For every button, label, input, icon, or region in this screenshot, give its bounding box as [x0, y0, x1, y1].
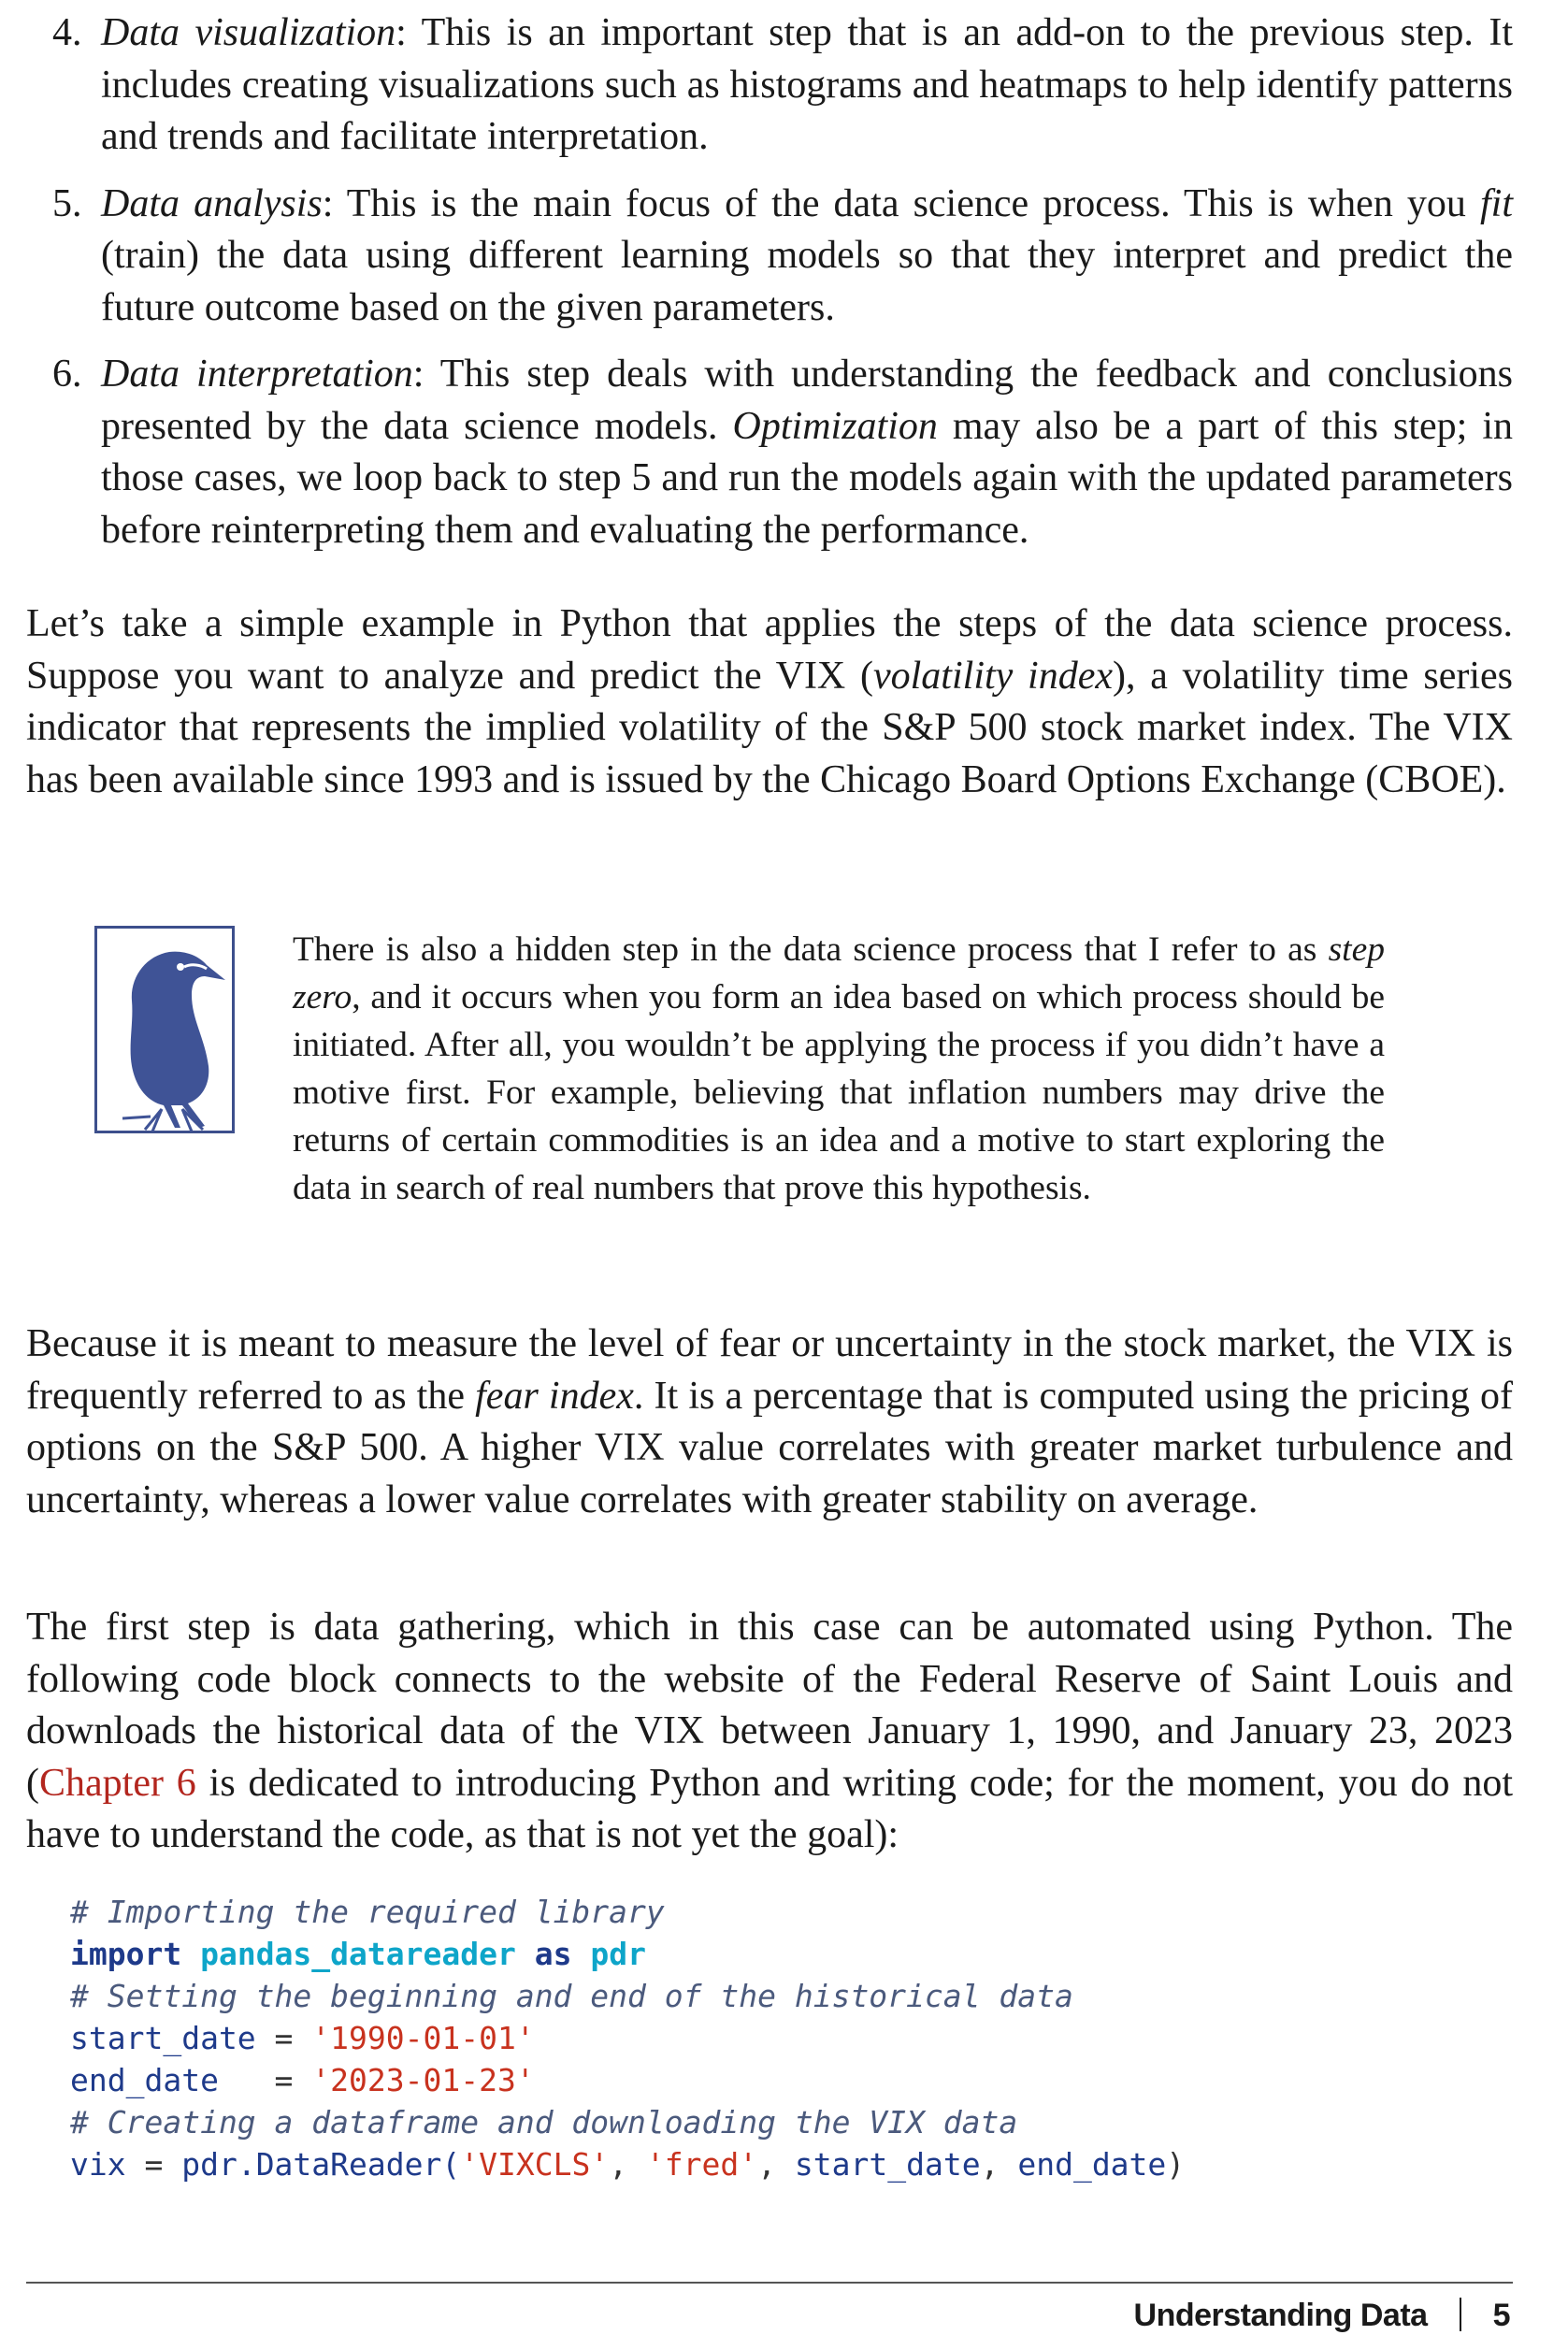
note-text: [293, 926, 1385, 1212]
paragraph-text: Let’s take a simple example in Python that applies the steps of the data science process. Suppose you want to analyze and predict the VIX (: [26, 602, 1513, 698]
paragraph-fear-index: [26, 1319, 1513, 1526]
code-keyword: import: [70, 1936, 182, 1972]
code-string: '1990-01-01': [311, 2020, 535, 2056]
list-item: [26, 179, 1513, 335]
page-number: 5: [1492, 2298, 1510, 2333]
step-text: : This is the main focus of the data science process. This is when you: [322, 181, 1480, 225]
paragraph-text: The first step is data gathering, which in this case can be automated using Python. The following code block connects to the website of the Federal Reserve of Saint Louis and downloads the historical data of the VIX between January 1, 1990, and January 23, 2023 (: [26, 1606, 1513, 1805]
crow-bird-icon: [94, 926, 235, 1133]
note-emphasis: step zero: [293, 930, 1385, 1016]
code-module: pdr: [590, 1936, 646, 1972]
paragraph-data-gathering: [26, 1602, 1513, 1862]
paragraph-emphasis: fear index: [475, 1374, 634, 1418]
code-line: [70, 2101, 1473, 2143]
code-operator: =: [255, 2020, 312, 2056]
step-term: Data analysis: [101, 181, 323, 225]
code-block: [70, 1891, 1473, 2185]
step-text: : This is an important step that is an add-on to the previous step. It includes creating visualizations such as histograms and heatmaps to help identify patterns and trends and facilitate interpretation.: [101, 11, 1513, 158]
code-line: [70, 2017, 1473, 2059]
code-line: [70, 1891, 1473, 1933]
footer-separator: [1460, 2298, 1461, 2331]
chapter-6-link[interactable]: Chapter 6: [39, 1761, 196, 1805]
paragraph-emphasis: volatility index: [873, 654, 1113, 698]
code-operator: ,: [609, 2146, 646, 2183]
code-variable: start_date: [70, 2020, 256, 2056]
paragraph-text: ), a volatility time series indicator that represents the implied volatility of the S&P 500 stock market index. The VIX has been available since 1993 and is issued by the Chicago Board Options Exchange (CBOE).: [26, 654, 1514, 801]
note-text-part: There is also a hidden step in the data science process that I refer to as: [293, 930, 1329, 969]
code-module: pandas_datareader: [200, 1936, 516, 1972]
list-number: 6.: [52, 353, 82, 396]
code-string: 'VIXCLS': [460, 2146, 610, 2183]
footer-divider: [26, 2282, 1513, 2284]
paragraph-vix-intro: [26, 598, 1513, 806]
step-term: Data interpretation: [101, 353, 413, 396]
paragraph-text: Because it is meant to measure the level of fear or uncertainty in the stock market, the VIX is frequently referred to as the: [26, 1322, 1513, 1418]
code-operator: ): [1166, 2146, 1186, 2183]
list-item: [26, 349, 1513, 556]
code-call: pdr.DataReader(: [181, 2146, 461, 2183]
step-text: (train) the data using different learning models so that they interpret and predict the future outcome based on the given parameters.: [101, 234, 1513, 329]
code-line: [70, 1975, 1473, 2017]
paragraph-text: is dedicated to introducing Python and writing code; for the moment, you do not have to understand the code, as that is not yet the goal):: [26, 1761, 1513, 1856]
code-comment: # Creating a dataframe and downloading the VIX data: [70, 2104, 1018, 2140]
code-keyword: as: [534, 1936, 572, 1972]
page-footer: [1134, 2298, 1510, 2334]
code-variable: start_date: [794, 2146, 981, 2183]
code-string: '2023-01-23': [311, 2062, 535, 2098]
code-operator: =: [125, 2146, 182, 2183]
code-operator: =: [218, 2062, 312, 2098]
list-item: [26, 7, 1513, 164]
paragraph-text: . It is a percentage that is computed using the pricing of options on the S&P 500. A higher VIX value correlates with greater market turbulence and uncertainty, whereas a lower value correlates with greater stability on average.: [26, 1374, 1513, 1521]
numbered-step-list: [26, 7, 1513, 571]
code-operator: ,: [757, 2146, 795, 2183]
code-line: [70, 1933, 1473, 1975]
code-line: [70, 2143, 1473, 2185]
code-variable: vix: [70, 2146, 126, 2183]
code-operator: ,: [980, 2146, 1018, 2183]
step-term: Data visualization: [101, 11, 396, 54]
step-emphasis: fit: [1479, 181, 1513, 225]
step-emphasis: Optimization: [732, 404, 938, 448]
running-footer-title: Understanding Data: [1133, 2298, 1428, 2333]
note-box: [94, 926, 1403, 1262]
code-line: [70, 2059, 1473, 2101]
code-variable: end_date: [1017, 2146, 1167, 2183]
code-variable: end_date: [70, 2062, 219, 2098]
code-string: 'fred': [645, 2146, 758, 2183]
step-text: may also be a part of this step; in those cases, we loop back to step 5 and run the models again with the updated parameters before reinterpreting them and evaluating the performance.: [101, 404, 1513, 552]
list-number: 4.: [52, 11, 82, 54]
step-text: : This step deals with understanding the feedback and conclusions presented by the data science models.: [101, 353, 1514, 448]
list-number: 5.: [52, 181, 82, 225]
note-text-part: , and it occurs when you form an idea based on which process should be initiated. After all, you wouldn’t be applying the process if you didn’t have a motive first. For example, believing that inflation numbers may drive the returns of certain commodities is an idea and a motive to start exploring the data in search of real numbers that prove this hypothesis.: [293, 978, 1385, 1207]
code-comment: # Importing the required library: [70, 1894, 665, 1930]
code-comment: # Setting the beginning and end of the historical data: [70, 1978, 1073, 2014]
